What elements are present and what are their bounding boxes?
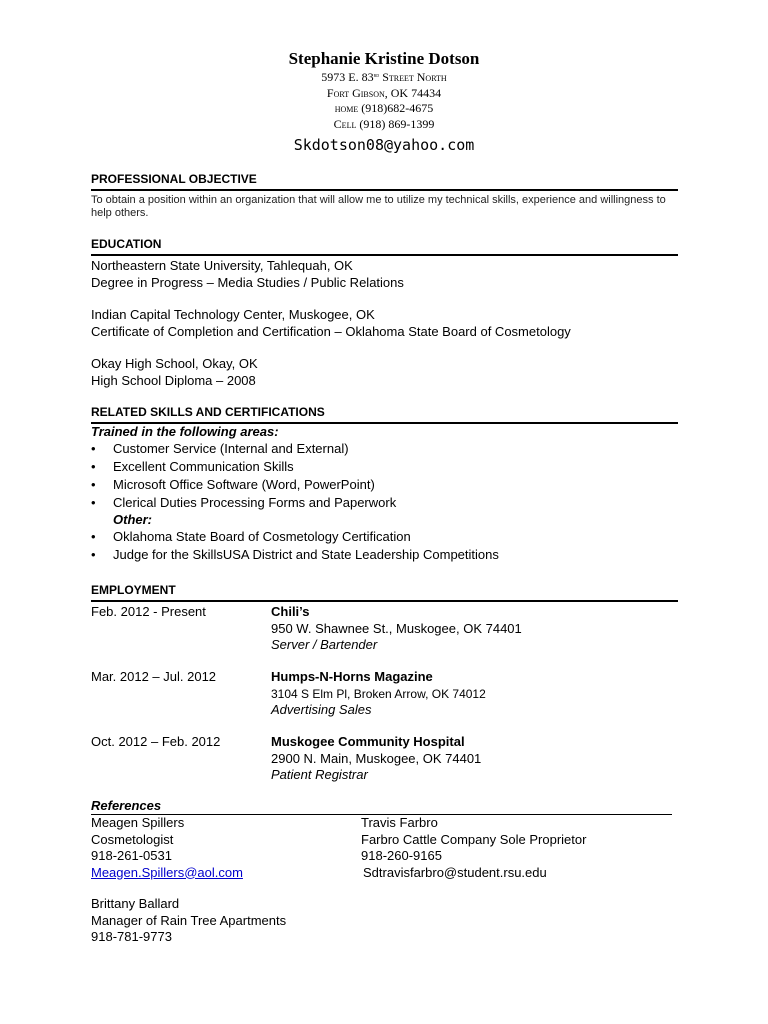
- skill-text: Excellent Communication Skills: [113, 459, 294, 474]
- reference-name: Meagen Spillers: [91, 815, 185, 830]
- job-dates: Feb. 2012 - Present: [91, 604, 206, 619]
- job-dates: Mar. 2012 – Jul. 2012: [91, 669, 217, 684]
- other-label: Other:: [113, 512, 152, 527]
- skills-section: [91, 405, 678, 564]
- street-number: 5973 E. 83: [321, 70, 374, 84]
- section-divider: [91, 189, 678, 191]
- reference-name: Brittany Ballard: [91, 896, 180, 911]
- resume-header: [0, 48, 768, 156]
- reference-card: [361, 815, 586, 881]
- trained-label: Trained in the following areas:: [91, 424, 279, 439]
- company-address: 2900 N. Main, Muskogee, OK 74401: [271, 750, 482, 766]
- degree-name: Certificate of Completion and Certification – Oklahoma State Board of Cosmetology: [91, 323, 571, 339]
- company-name: Humps-N-Horns Magazine: [271, 669, 433, 684]
- city-state-zip: Fort Gibson, OK 74434: [326, 85, 442, 100]
- degree-name: Degree in Progress – Media Studies / Public Relations: [91, 274, 404, 290]
- bullet-icon: •: [91, 459, 96, 474]
- street-address: [0, 70, 768, 86]
- skill-text: Customer Service (Internal and External): [113, 441, 349, 456]
- reference-phone: 918-261-0531: [91, 848, 172, 863]
- objective-section: [91, 172, 678, 220]
- section-divider: [91, 600, 678, 602]
- objective-text: To obtain a position within an organization that will allow me to utilize my technical skills, experience and willingness to help others.: [91, 194, 666, 219]
- certification-item: [91, 528, 678, 546]
- job-detail: [271, 734, 481, 784]
- school-name: Northeastern State University, Tahlequah, OK: [91, 258, 353, 273]
- section-title: EMPLOYMENT: [91, 583, 176, 597]
- cell-phone: Cell (918) 869-1399: [333, 116, 435, 131]
- job-dates: Oct. 2012 – Feb. 2012: [91, 734, 221, 749]
- company-address: 3104 S Elm Pl, Broken Arrow, OK 74012: [271, 686, 486, 701]
- job-entry: [91, 734, 678, 798]
- section-title: PROFESSIONAL OBJECTIVE: [91, 172, 257, 186]
- job-role: Advertising Sales: [271, 702, 372, 717]
- job-detail: [271, 604, 522, 654]
- applicant-name: Stephanie Kristine Dotson: [288, 49, 480, 68]
- reference-title: Farbro Cattle Company Sole Proprietor: [361, 831, 587, 847]
- company-address: 950 W. Shawnee St., Muskogee, OK 74401: [271, 620, 522, 636]
- street-name: Street North: [382, 70, 447, 84]
- job-detail: [271, 669, 486, 719]
- skill-item: [91, 494, 678, 512]
- home-phone: home (918)682-4675: [334, 101, 434, 115]
- skill-item: [91, 440, 678, 458]
- certification-text: Judge for the SkillsUSA District and State Leadership Competitions: [113, 547, 499, 562]
- employment-section: [91, 583, 678, 798]
- street-ordinal: rd: [373, 73, 380, 79]
- skill-text: Clerical Duties Processing Forms and Paperwork: [113, 495, 397, 510]
- reference-phone: 918-781-9773: [91, 929, 172, 944]
- company-name: Chili’s: [271, 604, 310, 619]
- skill-text: Microsoft Office Software (Word, PowerPoint): [113, 477, 375, 492]
- reference-name: Travis Farbro: [361, 815, 438, 830]
- certification-item: [91, 546, 678, 564]
- education-entry: [91, 356, 678, 389]
- section-title: EDUCATION: [91, 237, 162, 251]
- section-divider: [91, 254, 678, 256]
- education-section: [91, 237, 678, 389]
- applicant-email[interactable]: Skdotson08@yahoo.com: [293, 136, 475, 154]
- skill-item: [91, 476, 678, 494]
- job-role: Server / Bartender: [271, 637, 378, 652]
- bullet-icon: •: [91, 441, 96, 456]
- bullet-icon: •: [91, 495, 96, 510]
- school-name: Indian Capital Technology Center, Muskogee, OK: [91, 307, 375, 322]
- reference-card: [91, 815, 243, 881]
- reference-card: [91, 896, 286, 946]
- reference-phone: 918-260-9165: [361, 848, 442, 863]
- certification-text: Oklahoma State Board of Cosmetology Certification: [113, 529, 411, 544]
- reference-email-link[interactable]: Meagen.Spillers@aol.com: [91, 864, 243, 880]
- degree-name: High School Diploma – 2008: [91, 372, 256, 388]
- references-section: [91, 798, 678, 958]
- bullet-icon: •: [91, 477, 96, 492]
- job-role: Patient Registrar: [271, 767, 368, 782]
- education-entry: [91, 307, 678, 340]
- section-title: RELATED SKILLS AND CERTIFICATIONS: [91, 405, 325, 419]
- reference-email: Sdtravisfarbro@student.rsu.edu: [363, 864, 547, 880]
- job-entry: [91, 604, 678, 668]
- reference-title: Cosmetologist: [91, 831, 174, 847]
- education-entry: [91, 258, 678, 291]
- bullet-icon: •: [91, 547, 96, 562]
- references-title: References: [91, 798, 672, 815]
- skill-item: [91, 458, 678, 476]
- reference-title: Manager of Rain Tree Apartments: [91, 912, 287, 928]
- bullet-icon: •: [91, 529, 96, 544]
- school-name: Okay High School, Okay, OK: [91, 356, 258, 371]
- company-name: Muskogee Community Hospital: [271, 734, 465, 749]
- job-entry: [91, 669, 678, 733]
